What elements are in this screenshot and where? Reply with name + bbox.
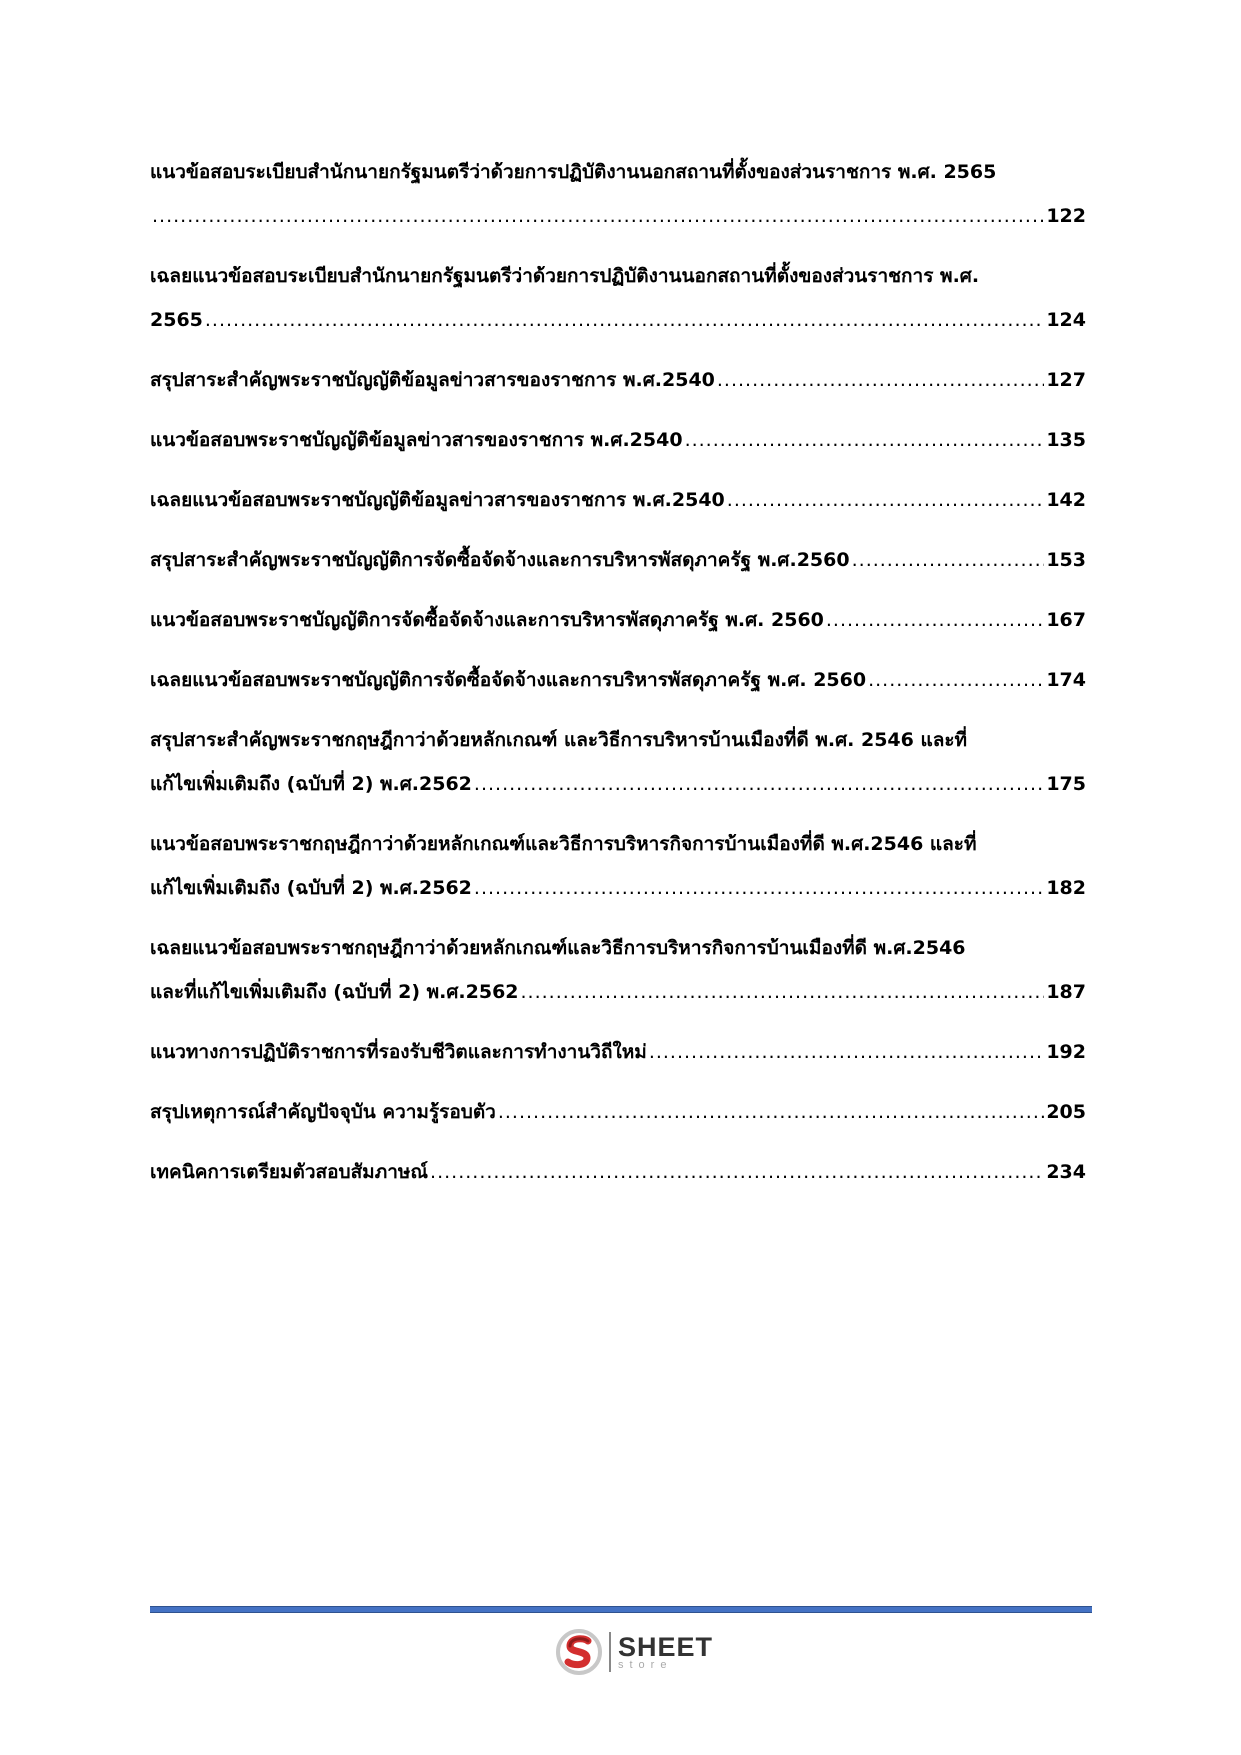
dot-leader (852, 538, 1045, 582)
toc-page-number: 127 (1046, 369, 1086, 391)
toc-entry-title-line: เฉลยแนวข้อสอบพระราชบัญญัติการจัดซื้อจัดจ้างและการบริหารพัสดุภาครัฐ พ.ศ. 2560 (150, 669, 867, 691)
toc-entry-title-line: สรุปสาระสำคัญพระราชบัญญัติข้อมูลข่าวสารของราชการ พ.ศ.2540 (150, 369, 715, 391)
toc-entry-title-line: เฉลยแนวข้อสอบพระราชบัญญัติข้อมูลข่าวสารของราชการ พ.ศ.2540 (150, 489, 725, 511)
toc-entry-last-line (150, 1150, 1086, 1194)
toc-entry-last-line (150, 298, 1086, 342)
toc-page-number: 167 (1046, 609, 1086, 631)
toc-entry-title-line: สรุปเหตุการณ์สำคัญปัจจุบัน ความรู้รอบตัว (150, 1101, 496, 1123)
toc-page-number: 174 (1046, 669, 1086, 691)
toc-entry[interactable] (150, 150, 1086, 238)
toc-page-number: 175 (1046, 773, 1086, 795)
table-of-contents (150, 150, 1086, 1210)
dot-leader (727, 478, 1045, 522)
toc-page-number: 187 (1046, 981, 1086, 1003)
toc-page-number: 124 (1046, 309, 1086, 331)
dot-leader (717, 358, 1044, 402)
toc-page-number: 205 (1046, 1101, 1086, 1123)
toc-page-number: 122 (1046, 205, 1086, 227)
toc-page-number: 153 (1046, 549, 1086, 571)
toc-entry-last-line (150, 358, 1086, 402)
dot-leader (430, 1150, 1044, 1194)
toc-entry[interactable] (150, 1150, 1086, 1194)
footer-logo (555, 1625, 725, 1679)
toc-entry-title-line: แก้ไขเพิ่มเติมถึง (ฉบับที่ 2) พ.ศ.2562 (150, 877, 472, 899)
brand-name: SHEET (618, 1631, 714, 1662)
toc-entry-last-line (150, 1030, 1086, 1074)
toc-entry[interactable] (150, 598, 1086, 642)
dot-leader (152, 194, 1044, 238)
dot-leader (868, 658, 1044, 702)
footer-rule (150, 1606, 1092, 1613)
toc-entry[interactable] (150, 418, 1086, 462)
dot-leader (649, 1030, 1045, 1074)
dot-leader (826, 598, 1044, 642)
toc-entry[interactable] (150, 1090, 1086, 1134)
toc-entry-title-line: แนวข้อสอบพระราชบัญญัติการจัดซื้อจัดจ้างและการบริหารพัสดุภาครัฐ พ.ศ. 2560 (150, 609, 824, 631)
toc-entry-title-line: 2565 (150, 309, 203, 331)
dot-leader (205, 298, 1044, 342)
toc-entry-title-line: แนวข้อสอบพระราชบัญญัติข้อมูลข่าวสารของราชการ พ.ศ.2540 (150, 429, 683, 451)
toc-entry-last-line (150, 478, 1086, 522)
toc-entry-last-line (150, 1090, 1086, 1134)
dot-leader (685, 418, 1045, 462)
toc-entry[interactable] (150, 538, 1086, 582)
dot-leader (474, 866, 1044, 910)
toc-entry[interactable] (150, 926, 1086, 1014)
toc-entry[interactable] (150, 718, 1086, 806)
toc-entry-last-line (150, 866, 1086, 910)
toc-entry-title-line: เทคนิคการเตรียมตัวสอบสัมภาษณ์ (150, 1161, 429, 1183)
toc-entry-last-line (150, 538, 1086, 582)
toc-entry-title-line: สรุปสาระสำคัญพระราชบัญญัติการจัดซื้อจัดจ้างและการบริหารพัสดุภาครัฐ พ.ศ.2560 (150, 549, 850, 571)
sheet-store-logo-icon (555, 1628, 603, 1676)
toc-entry-title-line: เฉลยแนวข้อสอบระเบียบสำนักนายกรัฐมนตรีว่าด้วยการปฏิบัติงานนอกสถานที่ตั้งของส่วนราชการ พ.ศ. (150, 265, 980, 287)
toc-entry-title-line: แก้ไขเพิ่มเติมถึง (ฉบับที่ 2) พ.ศ.2562 (150, 773, 472, 795)
toc-entry-last-line (150, 418, 1086, 462)
toc-entry[interactable] (150, 358, 1086, 402)
toc-entry[interactable] (150, 822, 1086, 910)
toc-entry-title-line: และที่แก้ไขเพิ่มเติมถึง (ฉบับที่ 2) พ.ศ.2562 (150, 981, 519, 1003)
toc-entry[interactable] (150, 254, 1086, 342)
toc-page-number: 234 (1046, 1161, 1086, 1183)
toc-entry[interactable] (150, 658, 1086, 702)
toc-entry-title-line: แนวข้อสอบระเบียบสำนักนายกรัฐมนตรีว่าด้วยการปฏิบัติงานนอกสถานที่ตั้งของส่วนราชการ พ.ศ. 2565 (150, 161, 997, 183)
toc-entry-title-line: เฉลยแนวข้อสอบพระราชกฤษฎีกาว่าด้วยหลักเกณฑ์และวิธีการบริหารกิจการบ้านเมืองที่ดี พ.ศ.2546 (150, 937, 966, 959)
toc-entry-last-line (150, 970, 1086, 1014)
toc-entry-title-line: สรุปสาระสำคัญพระราชกฤษฎีกาว่าด้วยหลักเกณฑ์ และวิธีการบริหารบ้านเมืองที่ดี พ.ศ. 2546 และที่ (150, 729, 968, 751)
toc-page-number: 192 (1046, 1041, 1086, 1063)
toc-entry-title-line: แนวข้อสอบพระราชกฤษฎีกาว่าด้วยหลักเกณฑ์และวิธีการบริหารกิจการบ้านเมืองที่ดี พ.ศ.2546 และที่ (150, 833, 977, 855)
toc-entry-last-line (150, 658, 1086, 702)
dot-leader (474, 762, 1044, 806)
brand-subtitle: store (618, 1658, 673, 1671)
dot-leader (521, 970, 1045, 1014)
toc-entry-last-line (150, 194, 1086, 238)
toc-page-number: 182 (1046, 877, 1086, 899)
dot-leader (498, 1090, 1044, 1134)
toc-entry-last-line (150, 762, 1086, 806)
toc-entry[interactable] (150, 1030, 1086, 1074)
toc-entry-last-line (150, 598, 1086, 642)
toc-entry[interactable] (150, 478, 1086, 522)
toc-page-number: 135 (1046, 429, 1086, 451)
toc-page-number: 142 (1046, 489, 1086, 511)
toc-entry-title-line: แนวทางการปฏิบัติราชการที่รองรับชีวิตและการทำงานวิถีใหม่ (150, 1041, 647, 1063)
